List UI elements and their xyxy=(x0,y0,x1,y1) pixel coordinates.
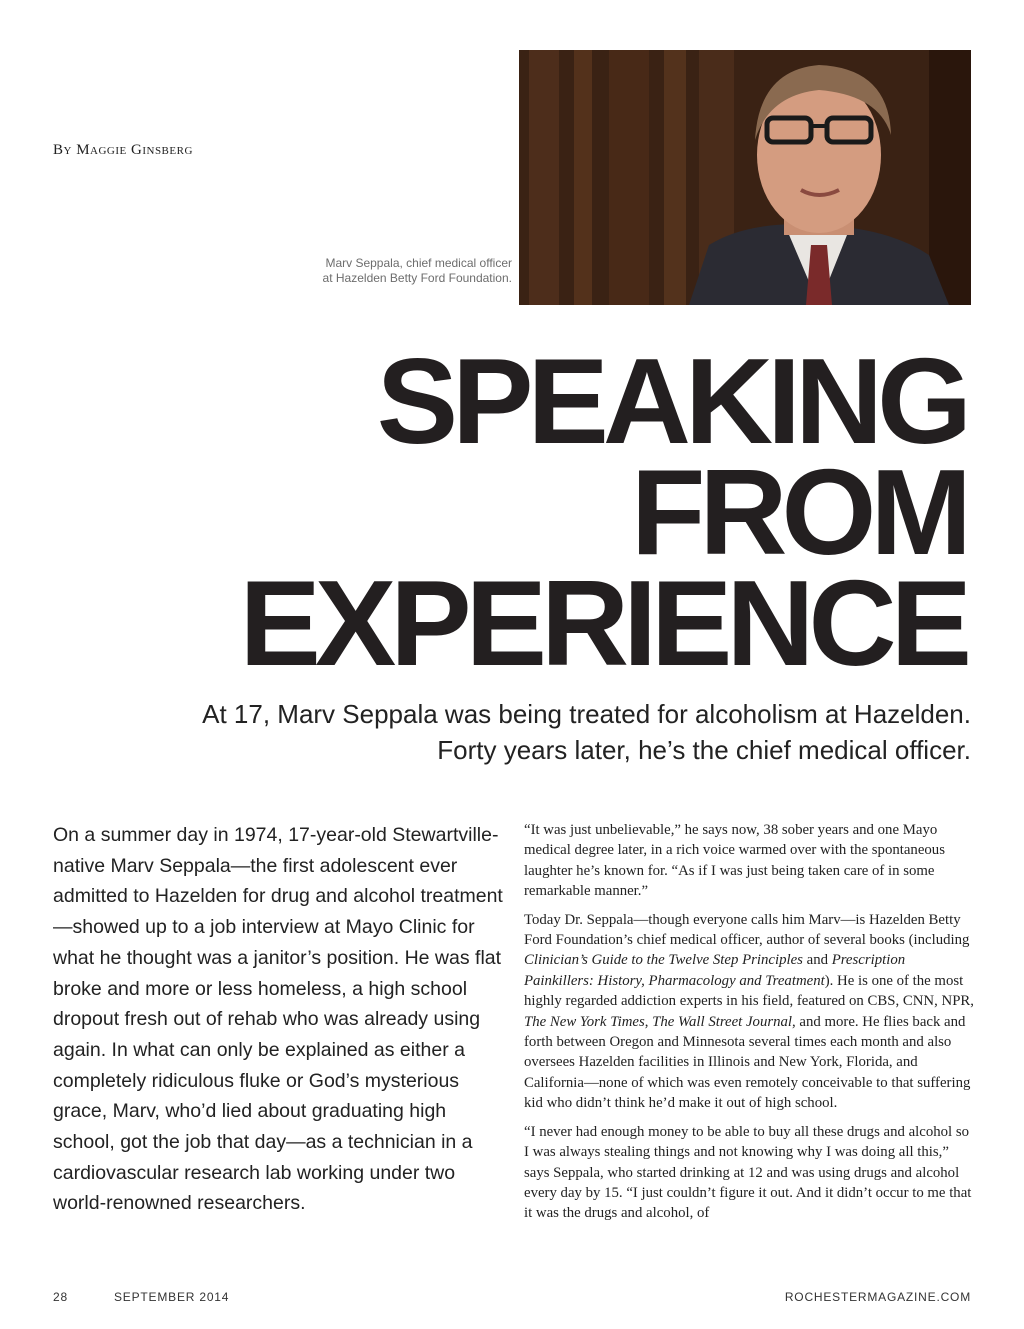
body-right-column xyxy=(524,820,974,1232)
dek-line-1: At 17, Marv Seppala was being treated for alcoholism at Hazelden. xyxy=(202,699,971,729)
byline: By Maggie Ginsberg xyxy=(53,142,193,158)
issue-date: SEPTEMBER 2014 xyxy=(114,1290,230,1304)
dek-line-2: Forty years later, he’s the chief medical officer. xyxy=(437,735,971,765)
body-left-column: On a summer day in 1974, 17-year-old Stewartville-native Marv Seppala—the first adolescent ever admitted to Hazelden for drug and alcohol treatment—showed up to a job interview at Mayo Clinic for what he thought was a janitor’s position. He was flat broke and more or less homeless, a high school dropout fresh out of rehab who was already using again. In what can only be explained as either a completely ridiculous fluke or God’s mysterious grace, Marv, who’d lied about graduating high school, got the job that day—as a technician in a cardiovascular research lab working under two world-renowned researchers. xyxy=(53,824,503,1215)
headline-line-3: EXPERIENCE xyxy=(239,555,966,691)
body-paragraph-3: “I never had enough money to be able to buy all these drugs and alcohol so I was always stealing things and not knowing why I was doing all this,” says Seppala, who started drinking at 12 and was using drugs and alcohol every day by 15. “I just couldn’t figure it out. And it didn’t occur to me that it was the drugs and alcohol, of xyxy=(524,1123,972,1222)
book-title-1: Clinician’s Guide to the Twelve Step Principles xyxy=(524,952,803,969)
caption-line-2: at Hazelden Betty Ford Foundation. xyxy=(322,271,512,285)
dek xyxy=(202,696,971,768)
book-title-2: Prescription Painkillers: History, Pharmacology and Treatment xyxy=(524,952,906,989)
photo-caption xyxy=(252,256,512,286)
headline xyxy=(239,333,966,691)
body-paragraph-2: Today Dr. Seppala—though everyone calls him Marv—is Hazelden Betty Ford Foundation’s chief medical officer, author of several books (including Clinician’s Guide to the Twelve Step Principles and Prescription Painkillers: History, Pharmacology and Treatment). He is one of the most highly regarded addiction experts in his field, featured on CBS, CNN, NPR, The New York Times, The Wall Street Journal, and more. He flies back and forth between Oregon and Minnesota several times each month and also oversees Hazelden facilities in Illinois and New York, Florida, and California—none of which was even remotely conceivable to that suffering kid who didn’t think he’d make it out of high school. xyxy=(524,911,974,1112)
publication-nyt: The New York Times xyxy=(524,1013,645,1030)
website-url: ROCHESTERMAGAZINE.COM xyxy=(784,1290,971,1304)
portrait-photo xyxy=(519,50,971,305)
headline-line-2: FROM xyxy=(630,444,966,580)
body-paragraph-1: “It was just unbelievable,” he says now, 38 sober years and one Mayo medical degree later, in a rich voice warmed over with the spontaneous laughter he’s known for. “As if I was just being taken care of in some remarkable manner.” xyxy=(524,822,945,900)
publication-wsj: The Wall Street Journal xyxy=(652,1013,793,1030)
headline-line-1: SPEAKING xyxy=(376,333,966,469)
page-number: 28 xyxy=(53,1290,68,1304)
caption-line-1: Marv Seppala, chief medical officer xyxy=(325,256,512,270)
